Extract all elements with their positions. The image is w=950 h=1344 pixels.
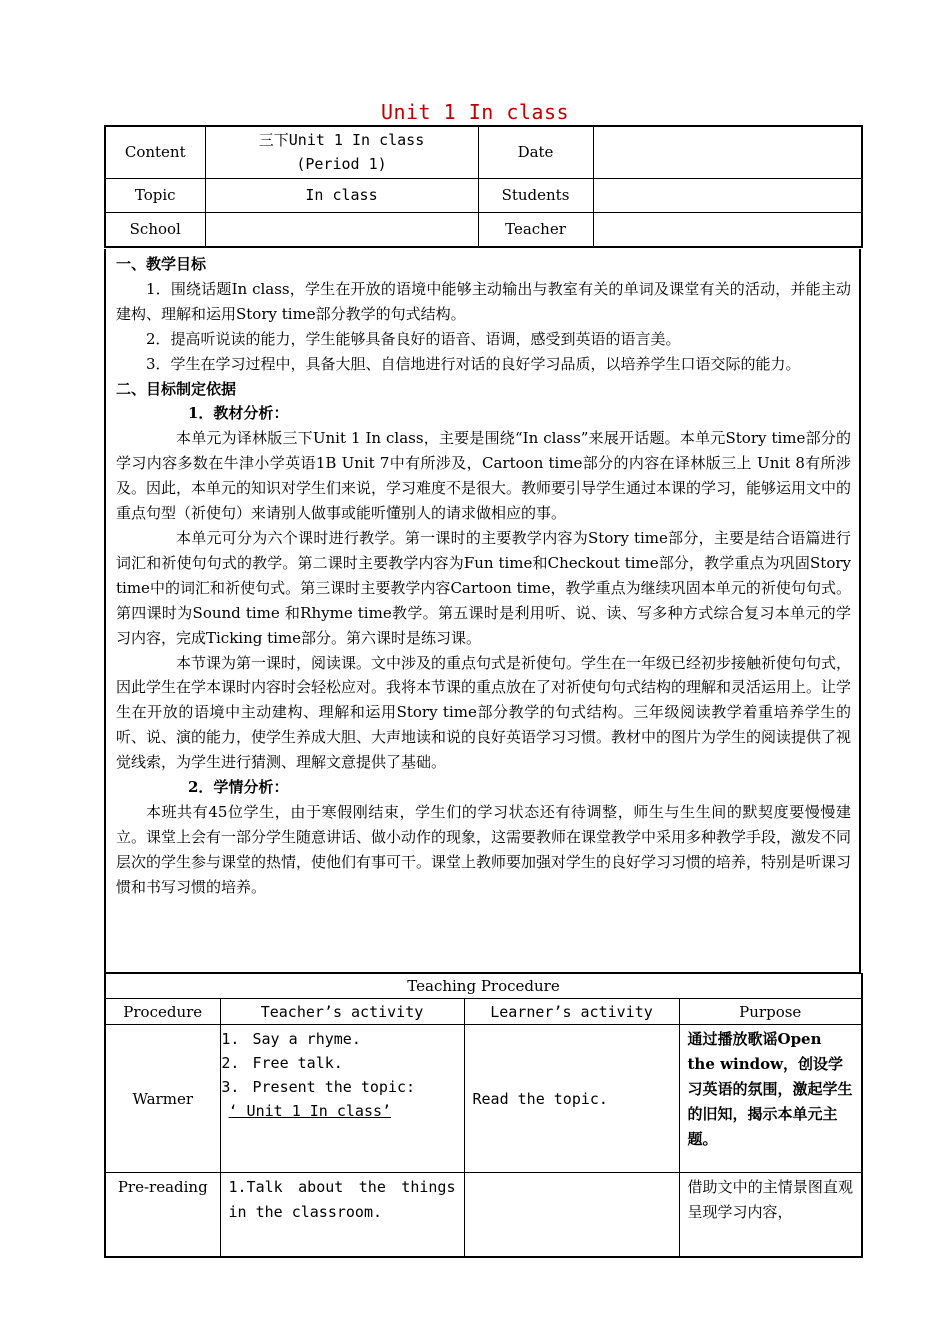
date-label: Date <box>478 126 593 178</box>
content-value <box>205 126 478 178</box>
warmer-teacher-activity <box>220 1025 464 1173</box>
school-label: School <box>105 212 205 247</box>
lesson-info-table <box>104 125 863 248</box>
student-analysis-heading: 2．学情分析： <box>188 778 289 797</box>
procedure-title: Teaching Procedure <box>105 974 862 999</box>
warmer-learner-activity: Read the topic. <box>464 1025 679 1173</box>
pre-reading-teacher-activity: 1.Talk about the things in the classroom. <box>220 1173 464 1257</box>
textbook-paragraph: 本单元为译林版三下Unit 1 In class，主要是围绕“In class”来展开话题。本单元Story time部分的学习内容多数在牛津小学英语1B Unit 7中有所涉及，Cartoon time部分的内容在译林版三上 Unit 8有所涉及。因此，本单元的知识对学生们来说，学习难度不是很大。教师要引导学生通过本课的学习，能够运用文中的重点句型（祈使句）来请别人做事或能听懂别人的请求做相应的事。 <box>116 429 852 523</box>
teaching-procedure-table <box>104 973 863 1258</box>
header-learner-activity: Learner’s activity <box>464 999 679 1025</box>
goal-item: 3．学生在学习过程中，具备大胆、自信地进行对话的良好学习品质，以培养学生口语交际的能力。 <box>146 354 801 373</box>
header-procedure: Procedure <box>105 999 220 1025</box>
stage-warmer: Warmer <box>105 1025 220 1173</box>
topic-underlined: ‘ Unit 1 In class’ <box>228 1102 392 1120</box>
teacher-step: 3. Present the topic: <box>249 1075 464 1099</box>
content-value-line1: 三下Unit 1 In class <box>258 131 425 150</box>
warmer-purpose: 通过播放歌谣Open the window，创设学习英语的氛围，激起学生的旧知，揭示本单元主题。 <box>679 1025 862 1173</box>
students-label: Students <box>478 178 593 212</box>
page-title: Unit 1 In class <box>380 100 570 124</box>
pre-reading-learner-activity <box>464 1173 679 1257</box>
stage-pre-reading: Pre-reading <box>105 1173 220 1257</box>
textbook-paragraph: 本单元可分为六个课时进行教学。第一课时的主要教学内容为Story time部分，主要是结合语篇进行词汇和祈使句句式的教学。第二课时主要教学内容为Fun time和Checkout time部分，教学重点为巩固Story time中的词汇和祈使句式。第三课时主要教学内容Cartoon time，教学重点为继续巩固本单元的祈使句句式。第四课时为Sound time 和Rhyme time教学。第五课时是利用听、说、读、写多种方式综合复习本单元的学习内容，完成Ticking time部分。第六课时是练习课。 <box>116 528 851 647</box>
school-value <box>205 212 478 247</box>
pre-reading-purpose: 借助文中的主情景图直观呈现学习内容， <box>679 1173 862 1257</box>
goal-item: 2．提高听说读的能力，学生能够具备良好的语音、语调，感受到英语的语言美。 <box>146 329 681 348</box>
header-purpose: Purpose <box>679 999 862 1025</box>
goals-heading: 一、教学目标 <box>116 255 207 273</box>
teacher-step: 2. Free talk. <box>249 1051 464 1075</box>
header-teacher-activity: Teacher’s activity <box>220 999 464 1025</box>
content-label: Content <box>105 126 205 178</box>
date-value <box>593 126 862 178</box>
teacher-step: 1. Say a rhyme. <box>249 1027 464 1051</box>
teacher-value <box>593 212 862 247</box>
student-analysis-paragraph: 本班共有45位学生，由于寒假刚结束，学生们的学习状态还有待调整，师生与生生间的默契度要慢慢建立。课堂上会有一部分学生随意讲话、做小动作的现象，这需要教师在课堂教学中采用多种教学手段，激发不同层次的学生参与课堂的热情，使他们有事可干。课堂上教师要加强对学生的良好学习习惯的培养，特别是听课习惯和书写习惯的培养。 <box>116 802 852 896</box>
topic-value: In class <box>205 178 478 212</box>
basis-heading: 二、目标制定依据 <box>116 379 237 398</box>
teacher-label: Teacher <box>478 212 593 247</box>
topic-label: Topic <box>105 178 205 212</box>
lesson-body <box>104 249 861 973</box>
textbook-analysis-heading: 1．教材分析： <box>188 404 289 423</box>
students-value <box>593 178 862 212</box>
textbook-paragraph: 本节课为第一课时，阅读课。文中涉及的重点句式是祈使句。学生在一年级已经初步接触祈使句句式，因此学生在学本课时内容时会轻松应对。我将本节课的重点放在了对祈使句句式结构的理解和灵活运用上。让学生在开放的语境中主动建构、理解和运用Story time部分教学的句式结构。三年级阅读教学着重培养学生的听、说、演的能力，使学生养成大胆、大声地读和说的良好英语学习习惯。教材中的图片为学生的阅读提供了视觉线索，为学生进行猜测、理解文意提供了基础。 <box>116 653 852 772</box>
goal-item: 1．围绕话题In class，学生在开放的语境中能够主动输出与教室有关的单词及课堂有关的活动，并能主动建构、理解和运用Story time部分教学的句式结构。 <box>116 279 851 323</box>
content-value-line2: (Period 1) <box>296 155 387 174</box>
